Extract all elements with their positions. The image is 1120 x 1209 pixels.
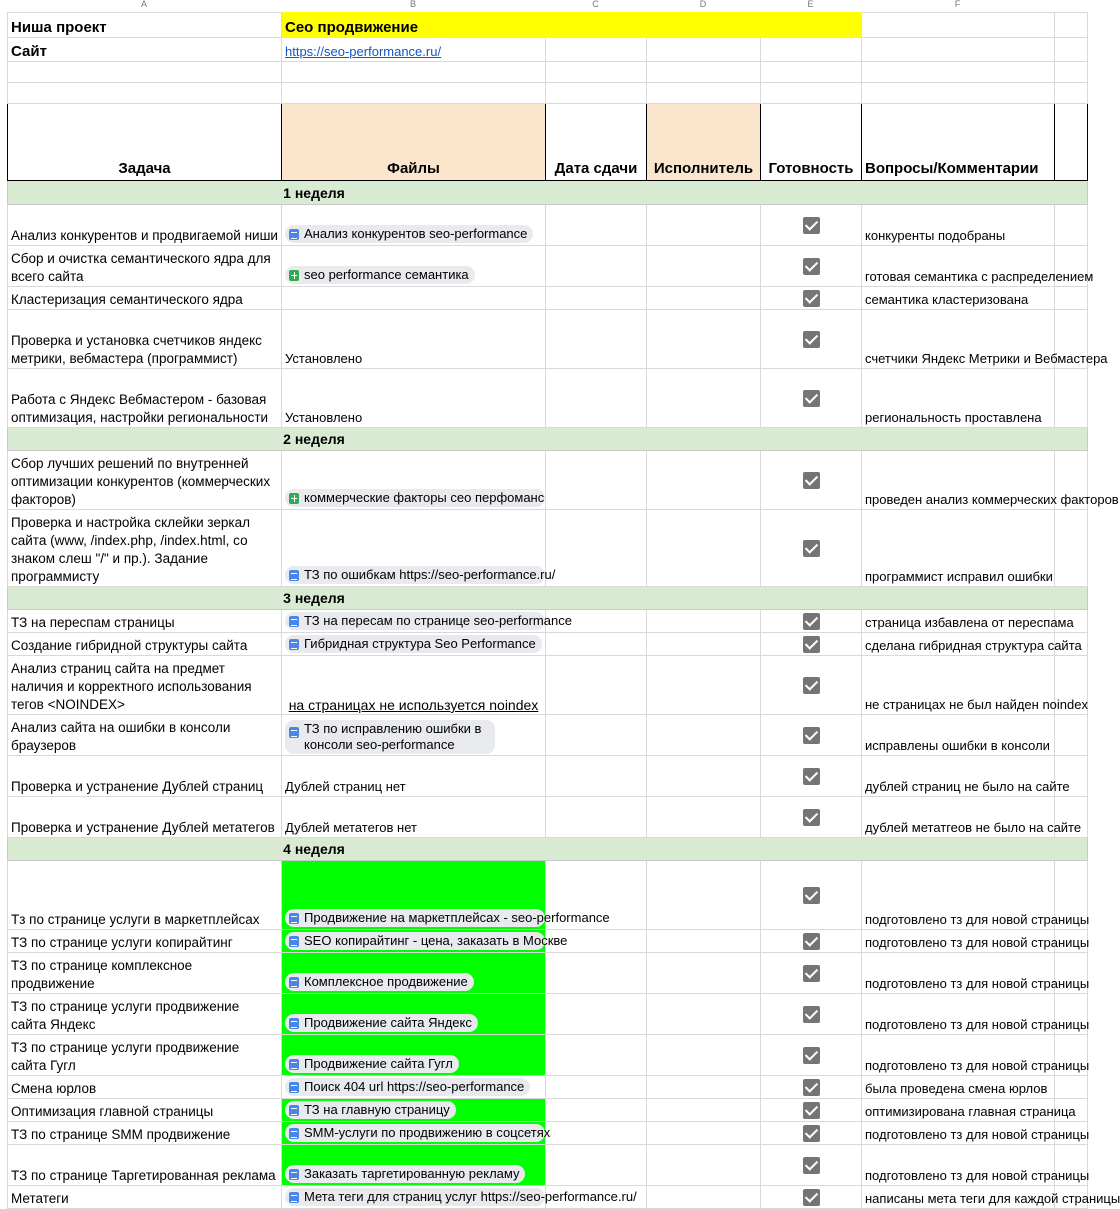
- file-cell[interactable]: [282, 1145, 546, 1186]
- cell[interactable]: [647, 38, 761, 62]
- comment-cell[interactable]: была проведена смена юрлов: [862, 1076, 1055, 1099]
- ready-cell[interactable]: [761, 610, 862, 633]
- checkbox-checked[interactable]: [803, 217, 820, 234]
- checkbox-checked[interactable]: [803, 613, 820, 630]
- comment-cell[interactable]: написаны мета теги для каждой страницы: [862, 1186, 1055, 1209]
- comment-cell[interactable]: конкуренты подобраны: [862, 205, 1055, 246]
- comment-cell[interactable]: семантика кластеризована: [862, 287, 1055, 310]
- ready-cell[interactable]: [761, 510, 862, 587]
- file-chip-label: ТЗ по исправлению ошибки в консоли seo-performance: [304, 721, 482, 752]
- ready-cell[interactable]: [761, 205, 862, 246]
- table-row: [8, 756, 1088, 797]
- checkbox-checked[interactable]: [803, 1189, 820, 1206]
- doc-icon: [289, 977, 299, 988]
- file-chip-label: Заказать таргетированную рекламу: [304, 1166, 520, 1181]
- week-row: [8, 838, 1088, 861]
- niche-value[interactable]: Сео продвижение: [282, 13, 761, 38]
- date-cell[interactable]: [546, 953, 647, 994]
- header-comments[interactable]: Вопросы/Комментарии: [862, 104, 1055, 181]
- file-cell[interactable]: [282, 861, 610, 930]
- ready-cell[interactable]: [761, 953, 862, 994]
- task-cell[interactable]: Проверка и устранение Дублей страниц: [8, 756, 282, 797]
- cell[interactable]: [647, 62, 761, 83]
- date-cell[interactable]: [546, 656, 647, 715]
- cell[interactable]: [546, 83, 647, 104]
- assignee-cell[interactable]: [647, 953, 761, 994]
- assignee-cell[interactable]: [647, 369, 761, 428]
- file-cell[interactable]: [282, 633, 546, 656]
- file-chip[interactable]: [285, 266, 475, 284]
- cell[interactable]: [1055, 715, 1088, 756]
- table-row: [8, 1035, 1088, 1076]
- doc-icon: [289, 1018, 299, 1029]
- task-cell[interactable]: ТЗ по странице SMM продвижение: [8, 1122, 282, 1145]
- file-chip-label: Продвижение на маркетплейсах - seo-performance: [304, 910, 610, 925]
- table-row: [8, 861, 1088, 930]
- ready-cell[interactable]: [761, 930, 862, 953]
- checkbox-checked[interactable]: [803, 1079, 820, 1096]
- assignee-cell[interactable]: [647, 994, 761, 1035]
- table-row: [8, 633, 1088, 656]
- file-chip[interactable]: [285, 612, 572, 630]
- task-cell[interactable]: Проверка и установка счетчиков яндекс метрики, вебмастера (программист): [8, 310, 282, 369]
- comment-cell[interactable]: исправлены ошибки в консоли: [862, 715, 1055, 756]
- file-chip[interactable]: [285, 635, 542, 653]
- comment-cell[interactable]: подготовлено тз для новой страницы: [862, 953, 1055, 994]
- file-chip[interactable]: [285, 1101, 456, 1119]
- file-chip[interactable]: [285, 909, 610, 927]
- checkbox-checked[interactable]: [803, 540, 820, 557]
- table-row: [8, 1145, 1088, 1186]
- date-cell[interactable]: [546, 246, 647, 287]
- ready-cell[interactable]: [761, 994, 862, 1035]
- date-cell[interactable]: [546, 633, 647, 656]
- file-cell[interactable]: [282, 1186, 637, 1209]
- file-chip-label: seo performance семантика: [304, 267, 469, 282]
- week-4-label[interactable]: 4 неделя: [8, 838, 1088, 861]
- column-header-e[interactable]: E: [807, 0, 814, 9]
- doc-icon: [289, 1192, 299, 1203]
- checkbox-checked[interactable]: [803, 809, 820, 826]
- checkbox-checked[interactable]: [803, 933, 820, 950]
- file-cell[interactable]: [282, 246, 546, 287]
- table-row: [8, 310, 1088, 369]
- file-cell[interactable]: Дублей страниц нет: [282, 756, 546, 797]
- file-cell[interactable]: [282, 287, 546, 310]
- comment-cell[interactable]: счетчики Яндекс Метрики и Вебмастера: [862, 310, 1055, 369]
- cell[interactable]: [1055, 1076, 1088, 1099]
- task-cell[interactable]: ТЗ по странице услуги продвижение сайта Гугл: [8, 1035, 282, 1076]
- cell[interactable]: [862, 62, 1055, 83]
- header-task[interactable]: Задача: [8, 104, 282, 181]
- ready-cell[interactable]: [761, 310, 862, 369]
- file-cell[interactable]: [282, 1122, 551, 1145]
- week-2-label[interactable]: 2 неделя: [8, 428, 1088, 451]
- niche-label[interactable]: Ниша проект: [8, 13, 282, 38]
- table-header-row: [8, 104, 1088, 181]
- cell[interactable]: [1055, 104, 1088, 181]
- ready-cell[interactable]: [761, 861, 862, 930]
- task-cell[interactable]: Создание гибридной структуры сайта: [8, 633, 282, 656]
- task-cell[interactable]: ТЗ по странице Таргетированная реклама: [8, 1145, 282, 1186]
- date-cell[interactable]: [546, 1145, 647, 1186]
- doc-icon: [289, 727, 299, 738]
- column-header-d[interactable]: D: [699, 0, 707, 9]
- file-cell[interactable]: [282, 205, 546, 246]
- assignee-cell[interactable]: [647, 510, 761, 587]
- cell[interactable]: [1055, 205, 1088, 246]
- date-cell[interactable]: [546, 1076, 647, 1099]
- week-1-label[interactable]: 1 неделя: [8, 181, 1088, 205]
- comment-cell[interactable]: подготовлено тз для новой страницы: [862, 994, 1055, 1035]
- column-header-b[interactable]: B: [409, 0, 416, 9]
- checkbox-checked[interactable]: [803, 290, 820, 307]
- file-chip-label: Продвижение сайта Яндекс: [304, 1015, 472, 1030]
- comment-cell[interactable]: подготовлено тз для новой страницы: [862, 930, 1055, 953]
- cell[interactable]: [8, 62, 282, 83]
- sheets-icon: [289, 270, 299, 281]
- ready-cell[interactable]: [761, 715, 862, 756]
- cell[interactable]: [1055, 287, 1088, 310]
- task-cell[interactable]: Кластеризация семантического ядра: [8, 287, 282, 310]
- ready-cell[interactable]: [761, 451, 862, 510]
- week-row: [8, 428, 1088, 451]
- file-chip[interactable]: [285, 1188, 637, 1206]
- date-cell[interactable]: [546, 510, 647, 587]
- site-link[interactable]: https://seo-performance.ru/: [285, 44, 442, 59]
- checkbox-checked[interactable]: [803, 768, 820, 785]
- empty-row: [8, 83, 1088, 104]
- project-site-row: [8, 38, 1088, 62]
- task-cell[interactable]: ТЗ по странице комплексное продвижение: [8, 953, 282, 994]
- assignee-cell[interactable]: [647, 1076, 761, 1099]
- date-cell[interactable]: [546, 715, 647, 756]
- ready-cell[interactable]: [761, 797, 862, 838]
- assignee-cell[interactable]: [647, 310, 761, 369]
- task-cell[interactable]: Работа с Яндекс Вебмастером - базовая оптимизация, настройки региональности: [8, 369, 282, 428]
- file-cell[interactable]: [282, 1099, 546, 1122]
- doc-icon: [289, 1082, 299, 1093]
- checkbox-checked[interactable]: [803, 677, 820, 694]
- assignee-cell[interactable]: [647, 797, 761, 838]
- file-cell[interactable]: [282, 610, 572, 633]
- cell[interactable]: [8, 83, 282, 104]
- checkbox-checked[interactable]: [803, 1125, 820, 1142]
- task-table: [7, 12, 1120, 1209]
- task-cell[interactable]: Проверка и устранение Дублей метатегов: [8, 797, 282, 838]
- cell[interactable]: [1055, 510, 1088, 587]
- file-chip-label: Поиск 404 url https://seo-performance: [304, 1079, 525, 1094]
- checkbox-checked[interactable]: [803, 1047, 820, 1064]
- file-cell[interactable]: [282, 930, 568, 953]
- column-header-f[interactable]: F: [954, 0, 961, 9]
- file-chip[interactable]: [285, 225, 533, 243]
- doc-icon: [289, 570, 299, 581]
- header-files[interactable]: Файлы: [282, 104, 546, 181]
- file-cell[interactable]: [282, 953, 546, 994]
- date-cell[interactable]: [546, 310, 647, 369]
- comment-cell[interactable]: подготовлено тз для новой страницы: [862, 861, 1055, 930]
- assignee-cell[interactable]: [647, 756, 761, 797]
- comment-cell[interactable]: страница избавлена от переспама: [862, 610, 1055, 633]
- file-chip-label: Комплексное продвижение: [304, 974, 468, 989]
- file-cell[interactable]: [282, 1035, 546, 1076]
- doc-icon: [289, 616, 299, 627]
- assignee-cell[interactable]: [647, 656, 761, 715]
- ready-cell[interactable]: [761, 1035, 862, 1076]
- task-cell[interactable]: Смена юрлов: [8, 1076, 282, 1099]
- cell[interactable]: [1055, 83, 1088, 104]
- file-chip[interactable]: [285, 1124, 551, 1142]
- file-cell[interactable]: Установлено: [282, 310, 546, 369]
- table-row: [8, 205, 1088, 246]
- ready-cell[interactable]: [761, 756, 862, 797]
- doc-icon: [289, 1169, 299, 1180]
- file-cell[interactable]: Дублей метатегов нет: [282, 797, 546, 838]
- date-cell[interactable]: [546, 369, 647, 428]
- cell[interactable]: [1055, 369, 1088, 428]
- comment-cell[interactable]: проведен анализ коммерческих факторов: [862, 451, 1055, 510]
- file-cell[interactable]: [282, 510, 556, 587]
- ready-cell[interactable]: [761, 1122, 862, 1145]
- cell[interactable]: [862, 83, 1055, 104]
- doc-icon: [289, 1059, 299, 1070]
- file-cell[interactable]: [282, 994, 546, 1035]
- doc-icon: [289, 1128, 299, 1139]
- cell[interactable]: [761, 38, 862, 62]
- file-chip[interactable]: [285, 566, 556, 584]
- cell[interactable]: [862, 38, 1055, 62]
- date-cell[interactable]: [546, 451, 647, 510]
- task-cell[interactable]: Сбор и очистка семантического ядра для всего сайта: [8, 246, 282, 287]
- week-row: [8, 181, 1088, 205]
- table-row: [8, 369, 1088, 428]
- doc-icon: [289, 229, 299, 240]
- file-chip[interactable]: [285, 1055, 459, 1073]
- file-chip[interactable]: [285, 489, 545, 507]
- cell[interactable]: [761, 62, 862, 83]
- assignee-cell[interactable]: [647, 1035, 761, 1076]
- doc-icon: [289, 936, 299, 947]
- file-chip[interactable]: [285, 1014, 478, 1032]
- task-cell[interactable]: Проверка и настройка склейки зеркал сайта (www, /index.php, /index.html, со знаком слеш "/" и пр.). Задание программисту: [8, 510, 282, 587]
- cell[interactable]: [546, 62, 647, 83]
- header-due-date[interactable]: Дата сдачи: [546, 104, 647, 181]
- checkbox-checked[interactable]: [803, 1102, 820, 1119]
- checkbox-checked[interactable]: [803, 1157, 820, 1174]
- ready-cell[interactable]: [761, 633, 862, 656]
- date-cell[interactable]: [546, 994, 647, 1035]
- table-row: [8, 1099, 1088, 1122]
- checkbox-checked[interactable]: [803, 727, 820, 744]
- task-cell[interactable]: ТЗ на переспам страницы: [8, 610, 282, 633]
- file-cell[interactable]: на страницах не используется noindex: [282, 656, 546, 715]
- comment-cell[interactable]: готовая семантика с распределением: [862, 246, 1055, 287]
- assignee-cell[interactable]: [647, 246, 761, 287]
- table-row: [8, 715, 1088, 756]
- checkbox-checked[interactable]: [803, 258, 820, 275]
- cell[interactable]: [1055, 38, 1088, 62]
- table-row: [8, 994, 1088, 1035]
- task-cell[interactable]: Анализ конкурентов и продвигаемой ниши: [8, 205, 282, 246]
- file-chip-label: Анализ конкурентов seo-performance: [304, 226, 528, 241]
- task-cell[interactable]: Оптимизация главной страницы: [8, 1099, 282, 1122]
- file-chip-label: коммерческие факторы сео перфоманс: [304, 490, 545, 505]
- file-chip-label: SEO копирайтинг - цена, заказать в Москве: [304, 933, 568, 948]
- date-cell[interactable]: [546, 205, 647, 246]
- file-chip[interactable]: [285, 1078, 530, 1096]
- ready-cell[interactable]: [761, 369, 862, 428]
- column-header-c[interactable]: C: [592, 0, 599, 9]
- assignee-cell[interactable]: [647, 451, 761, 510]
- assignee-cell[interactable]: [647, 205, 761, 246]
- task-cell[interactable]: Тз по странице услуги в маркетплейсах: [8, 861, 282, 930]
- file-cell[interactable]: Установлено: [282, 369, 546, 428]
- comment-cell[interactable]: региональность проставлена: [862, 369, 1055, 428]
- column-header-a[interactable]: A: [140, 0, 147, 9]
- assignee-cell[interactable]: [647, 633, 761, 656]
- cell[interactable]: [1055, 62, 1088, 83]
- header-assignee[interactable]: Исполнитель: [647, 104, 761, 181]
- ready-cell[interactable]: [761, 287, 862, 310]
- doc-icon: [289, 639, 299, 650]
- comment-cell[interactable]: сделана гибридная структура сайта: [862, 633, 1055, 656]
- cell[interactable]: [1055, 13, 1088, 38]
- empty-row: [8, 62, 1088, 83]
- checkbox-checked[interactable]: [803, 390, 820, 407]
- file-chip[interactable]: [285, 932, 568, 950]
- table-row: [8, 610, 1088, 633]
- file-chip[interactable]: [285, 1165, 525, 1183]
- date-cell[interactable]: [546, 797, 647, 838]
- task-cell[interactable]: Анализ сайта на ошибки в консоли браузеров: [8, 715, 282, 756]
- checkbox-checked[interactable]: [803, 965, 820, 982]
- comment-cell[interactable]: программист исправил ошибки: [862, 510, 1055, 587]
- assignee-cell[interactable]: [647, 1145, 761, 1186]
- cell[interactable]: [546, 38, 647, 62]
- cell[interactable]: [862, 13, 1055, 38]
- task-cell[interactable]: ТЗ по странице услуги копирайтинг: [8, 930, 282, 953]
- comment-cell[interactable]: оптимизирована главная страница: [862, 1099, 1055, 1122]
- date-cell[interactable]: [546, 756, 647, 797]
- comment-cell[interactable]: не страницах не был найден noindex: [862, 656, 1055, 715]
- project-niche-row: [8, 13, 1088, 38]
- ready-cell[interactable]: [761, 1145, 862, 1186]
- task-cell[interactable]: Сбор лучших решений по внутренней оптимизации конкурентов (коммерческих факторов): [8, 451, 282, 510]
- niche-yellow-cell[interactable]: [761, 13, 862, 38]
- assignee-cell[interactable]: [647, 1186, 761, 1209]
- comment-cell[interactable]: подготовлено тз для новой страницы: [862, 1122, 1055, 1145]
- file-chip-label: ТЗ на главную страницу: [304, 1102, 450, 1117]
- date-cell[interactable]: [546, 1099, 647, 1122]
- ready-cell[interactable]: [761, 1076, 862, 1099]
- file-chip-label: Мета теги для страниц услуг https://seo-performance.ru/: [304, 1189, 637, 1204]
- assignee-cell[interactable]: [647, 287, 761, 310]
- table-row: [8, 656, 1088, 715]
- table-row: [8, 287, 1088, 310]
- site-label[interactable]: Сайт: [8, 38, 282, 62]
- date-cell[interactable]: [546, 287, 647, 310]
- cell[interactable]: [761, 83, 862, 104]
- doc-icon: [289, 913, 299, 924]
- table-row: [8, 1076, 1088, 1099]
- site-cell[interactable]: [282, 38, 546, 62]
- file-chip-label: ТЗ на пересам по странице seo-performance: [304, 613, 572, 628]
- file-chip[interactable]: [285, 720, 495, 754]
- ready-cell[interactable]: [761, 246, 862, 287]
- week-3-label[interactable]: 3 неделя: [8, 587, 1088, 610]
- week-row: [8, 587, 1088, 610]
- comment-cell[interactable]: дублей страниц не было на сайте: [862, 756, 1055, 797]
- assignee-cell[interactable]: [647, 930, 761, 953]
- checkbox-checked[interactable]: [803, 472, 820, 489]
- date-cell[interactable]: [546, 1035, 647, 1076]
- comment-cell[interactable]: дублей метатгеов не было на сайте: [862, 797, 1055, 838]
- header-ready[interactable]: Готовность: [761, 104, 862, 181]
- assignee-cell[interactable]: [647, 715, 761, 756]
- table-row: [8, 797, 1088, 838]
- file-cell[interactable]: [282, 715, 546, 756]
- table-row: [8, 1186, 1088, 1209]
- table-row: [8, 451, 1088, 510]
- table-row: [8, 510, 1088, 587]
- assignee-cell[interactable]: [647, 1122, 761, 1145]
- date-cell[interactable]: [546, 1122, 647, 1145]
- ready-cell[interactable]: [761, 1186, 862, 1209]
- task-cell[interactable]: Анализ страниц сайта на предмет наличия и корректного использования тегов <NOINDEX>: [8, 656, 282, 715]
- task-cell[interactable]: ТЗ по странице услуги продвижение сайта Яндекс: [8, 994, 282, 1035]
- table-row: [8, 246, 1088, 287]
- ready-cell[interactable]: [761, 656, 862, 715]
- table-row: [8, 930, 1088, 953]
- file-chip-label: ТЗ по ошибкам https://seo-performance.ru/: [304, 567, 556, 582]
- table-row: [8, 1122, 1088, 1145]
- checkbox-checked[interactable]: [803, 331, 820, 348]
- file-cell[interactable]: [282, 1076, 546, 1099]
- checkbox-checked[interactable]: [803, 887, 820, 904]
- checkbox-checked[interactable]: [803, 1006, 820, 1023]
- ready-cell[interactable]: [761, 1099, 862, 1122]
- comment-cell[interactable]: подготовлено тз для новой страницы: [862, 1145, 1055, 1186]
- checkbox-checked[interactable]: [803, 636, 820, 653]
- comment-cell[interactable]: подготовлено тз для новой страницы: [862, 1035, 1055, 1076]
- doc-icon: [289, 1105, 299, 1116]
- file-chip-label: SMM-услуги по продвижению в соцсетях: [304, 1125, 551, 1140]
- assignee-cell[interactable]: [647, 861, 761, 930]
- table-row: [8, 953, 1088, 994]
- file-chip-label: Продвижение сайта Гугл: [304, 1056, 453, 1071]
- assignee-cell[interactable]: [647, 1099, 761, 1122]
- cell[interactable]: [282, 62, 546, 83]
- assignee-cell[interactable]: [647, 610, 761, 633]
- file-cell[interactable]: [282, 451, 546, 510]
- sheets-icon: [289, 493, 299, 504]
- task-cell[interactable]: Метатеги: [8, 1186, 282, 1209]
- cell[interactable]: [647, 83, 761, 104]
- cell[interactable]: [282, 83, 546, 104]
- file-chip[interactable]: [285, 973, 474, 991]
- file-chip-label: Гибридная структура Seo Performance: [304, 636, 536, 651]
